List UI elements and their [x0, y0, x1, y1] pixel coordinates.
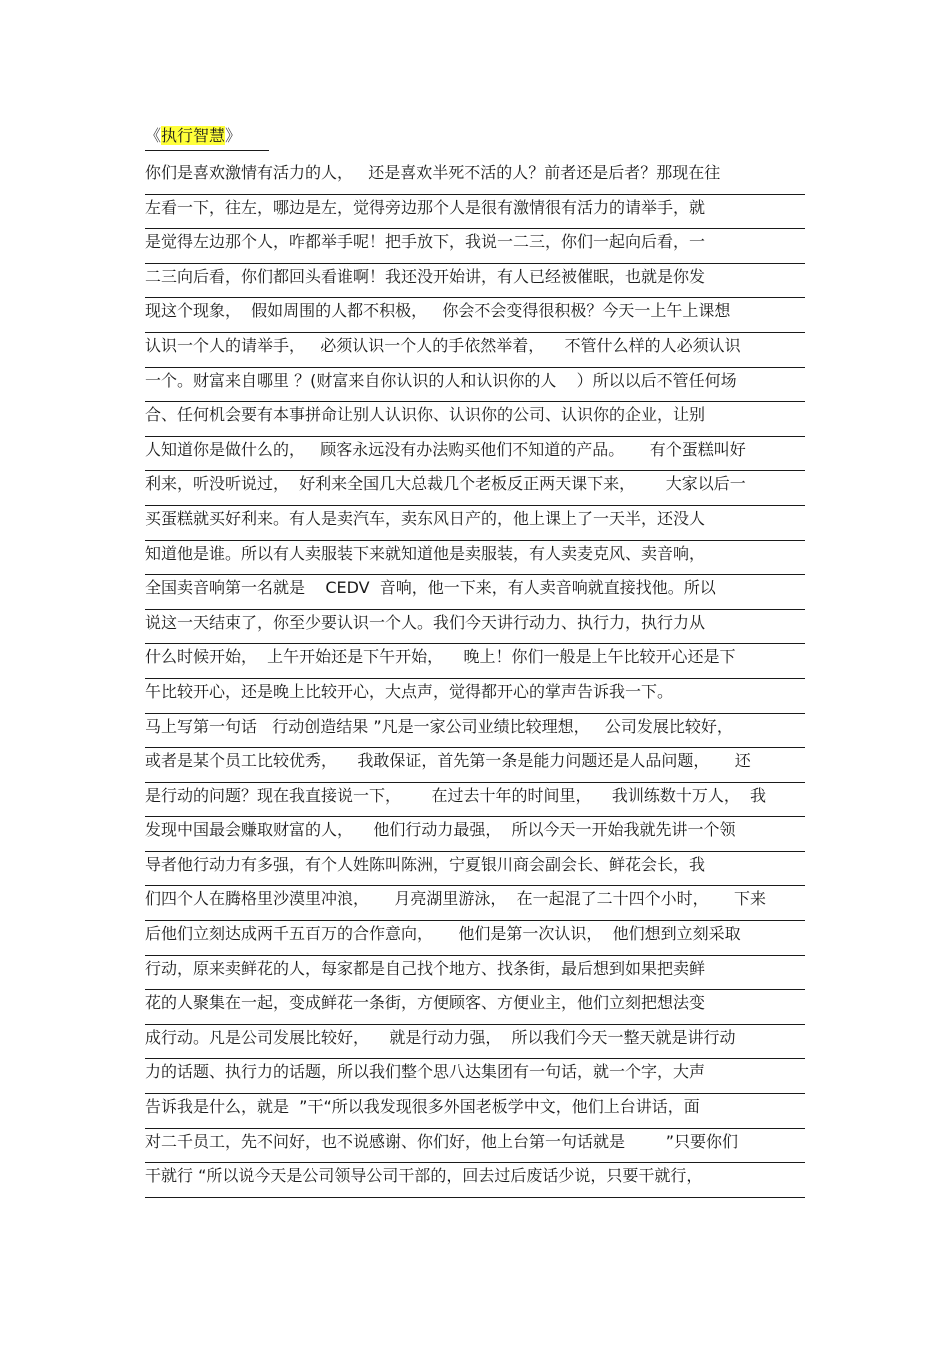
- text-line: 全国卖音响第一名就是 CEDV 音响，他一下来，有人卖音响就直接找他。所以: [145, 575, 805, 610]
- document-title: [145, 124, 269, 151]
- text-line: 后他们立刻达成两千五百万的合作意向， 他们是第一次认识， 他们想到立刻采取: [145, 921, 805, 956]
- text-line: 是行动的问题？现在我直接说一下， 在过去十年的时间里， 我训练数十万人， 我: [145, 783, 805, 818]
- text-line: 知道他是谁。所以有人卖服装下来就知道他是卖服装，有人卖麦克风、卖音响，: [145, 541, 805, 576]
- text-line: 干就行 “所以说今天是公司领导公司干部的，回去过后废话少说，只要干就行，: [145, 1163, 805, 1198]
- text-line: 利来，听没听说过， 好利来全国几大总裁几个老板反正两天课下来， 大家以后一: [145, 471, 805, 506]
- text-line: 一个。财富来自哪里 ？(财富来自你认识的人和认识你的人 ）所以以后不管任何场: [145, 368, 805, 403]
- title-text-highlighted: 执行智慧: [161, 126, 226, 145]
- text-line: 什么时候开始， 上午开始还是下午开始， 晚上！你们一般是上午比较开心还是下: [145, 644, 805, 679]
- text-line: 马上写第一句话 行动创造结果 ”凡是一家公司业绩比较理想， 公司发展比较好，: [145, 714, 805, 749]
- text-line: 成行动。凡是公司发展比较好， 就是行动力强， 所以我们今天一整天就是讲行动: [145, 1025, 805, 1060]
- text-line: 力的话题、执行力的话题，所以我们整个思八达集团有一句话，就一个字，大声: [145, 1059, 805, 1094]
- text-line: 午比较开心，还是晚上比较开心，大点声，觉得都开心的掌声告诉我一下。: [145, 679, 805, 714]
- text-line: 对二千员工，先不问好，也不说感谢、你们好，他上台第一句话就是 ”只要你们: [145, 1129, 805, 1164]
- text-line: 告诉我是什么，就是 ”干“所以我发现很多外国老板学中文，他们上台讲话，面: [145, 1094, 805, 1129]
- text-line: 认识一个人的请举手， 必须认识一个人的手依然举着， 不管什么样的人必须认识: [145, 333, 805, 368]
- text-line: 或者是某个员工比较优秀， 我敢保证，首先第一条是能力问题还是人品问题， 还: [145, 748, 805, 783]
- text-line: 二三向后看，你们都回头看谁啊！我还没开始讲，有人已经被催眠，也就是你发: [145, 264, 805, 299]
- text-line: 人知道你是做什么的， 顾客永远没有办法购买他们不知道的产品。 有个蛋糕叫好: [145, 437, 805, 472]
- text-line: 买蛋糕就买好利来。有人是卖汽车，卖东风日产的，他上课上了一天半，还没人: [145, 506, 805, 541]
- text-line: 你们是喜欢激情有活力的人， 还是喜欢半死不活的人？前者还是后者？那现在往: [145, 160, 805, 195]
- text-line: 发现中国最会赚取财富的人， 他们行动力最强， 所以今天一开始我就先讲一个领: [145, 817, 805, 852]
- text-line: 是觉得左边那个人，咋都举手呢！把手放下，我说一二三，你们一起向后看，一: [145, 229, 805, 264]
- text-line: 们四个人在腾格里沙漠里冲浪， 月亮湖里游泳， 在一起混了二十四个小时， 下来: [145, 886, 805, 921]
- text-line: 合、任何机会要有本事拼命让别人认识你、认识你的公司、认识你的企业，让别: [145, 402, 805, 437]
- text-line: 行动，原来卖鲜花的人，每家都是自己找个地方、找条街，最后想到如果把卖鲜: [145, 956, 805, 991]
- title-close-bracket: 》: [225, 126, 242, 145]
- title-open-bracket: 《: [145, 126, 162, 145]
- text-line: 导者他行动力有多强，有个人姓陈叫陈洲，宁夏银川商会副会长、鲜花会长，我: [145, 852, 805, 887]
- text-line: 左看一下，往左，哪边是左，觉得旁边那个人是很有激情很有活力的请举手，就: [145, 195, 805, 230]
- document-body: [145, 160, 805, 1198]
- text-line: 现这个现象， 假如周围的人都不积极， 你会不会变得很积极？今天一上午上课想: [145, 298, 805, 333]
- text-line: 花的人聚集在一起，变成鲜花一条街，方便顾客、方便业主，他们立刻把想法变: [145, 990, 805, 1025]
- text-line: 说这一天结束了，你至少要认识一个人。我们今天讲行动力、执行力，执行力从: [145, 610, 805, 645]
